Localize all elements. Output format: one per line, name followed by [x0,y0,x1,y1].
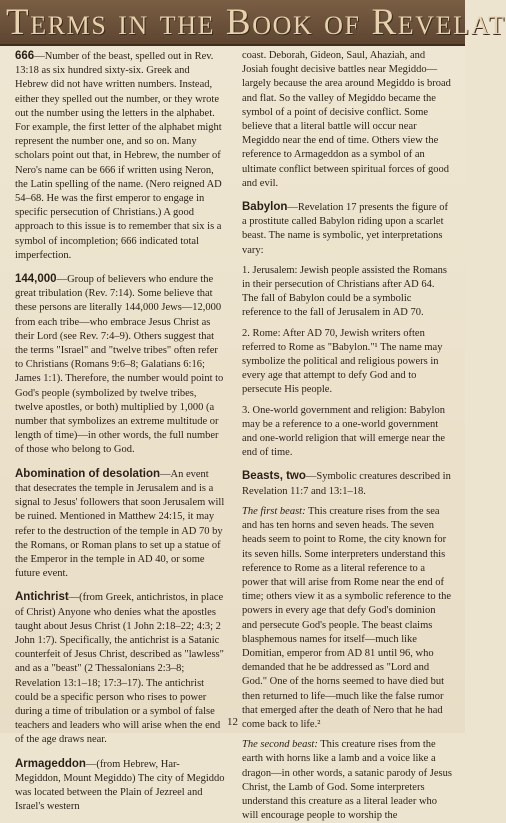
second-beast-paragraph [242,738,452,823]
term-label: Beasts, two [242,470,306,483]
term-definition: —Revelation 17 presents the figure of a prostitute called Babylon riding upon a scarlet beast. The name is symbolic, yet interpretations vary: [242,202,449,256]
entry-armageddon-continued [242,49,452,191]
entry-babylon [242,200,452,460]
entry-666 [15,49,225,263]
babylon-point: 3. One-world government and religion: Babylon may be a reference to a one-world government and one-world religion that will emerge near the end of time. [242,404,446,459]
term-definition: —(from Hebrew, Har-Megiddon, Mount Megiddo) The city of Megiddo was located between the Plain of Jezreel and Israel's western [15,758,225,813]
term-label: Abomination of desolation [15,467,161,480]
text-columns [15,49,452,822]
beasts-definition [242,469,452,498]
page-title: Terms in the Book of Revelat [6,2,506,43]
term-definition: —An event that desecrates the temple in Jerusalem and is a signal to Jesus' followers that soon Jerusalem will be ruined. Mentioned in Matthew 24:15, it may refer to the destruction of the temple in AD 70 by the Romans, or Roman plans to set up a statue of the Emperor in the temple in AD 40, or some future event. [15,468,225,580]
term-label: Armageddon [15,757,86,770]
entry-144000 [15,272,225,458]
page-number: 12 [227,716,238,728]
term-label: 144,000 [15,273,57,286]
header-banner [0,0,506,46]
entry-beasts-two [242,469,452,823]
entry-armageddon [15,757,225,815]
term-definition: —Symbolic creatures described in Revelation 11:7 and 13:1–18. [242,471,451,497]
second-beast-label: The second beast: [242,739,318,751]
first-beast-label: The first beast: [242,505,306,517]
term-definition: —Group of believers who endure the great tribulation (Rev. 7:14). Some believe that these persons are literally 144,000 Jews—12,000 from each tribe—who embrace Jesus Christ as their Lord (see Rev. 7:4–9). Others suggest that the terms "Israel" and "twelve tribes" often refer to Christians (Romans 9:6–8; Galatians 6:16; James 1:1). Therefore, the number would point to God's people (symbolized by twelve tribes, twelve apostles, or both) multiplied by 1,000 (a number that symbolizes an extreme multitude or length of time)—in other words, the full number of those who belong to God. [15,274,224,456]
entry-abomination-of-desolation [15,467,225,582]
babylon-point: 1. Jerusalem: Jewish people assisted the Romans in their persecution of Christians after AD 64. The fall of Babylon could be a symbolic reference to the fall of Jerusalem in AD 70. [242,264,448,319]
term-label: 666 [15,50,35,62]
term-label: Babylon [242,201,288,214]
right-column [242,49,452,822]
term-definition: —Number of the beast, spelled out in Rev. 13:18 as six hundred sixty-six. Greek and Hebrew did not have written numbers. Instead, either they spelled out the number, or they wrote out the number using the letters in the alphabet. For example, the first letter of the alphabet might represent the number one, and so on. Many scholars point out that, in Hebrew, the number of Nero's name can be 666 if written using Neron, the Latin spelling of the name. (Nero reigned AD 54–68. He was the first emperor to engage in specific persecution of Christians.) A good approach to this issue is to remember that six is a symbol of incompletion; 666 indicated total imperfection. [15,51,222,261]
babylon-point: 2. Rome: After AD 70, Jewish writers often referred to Rome as "Babylon."¹ The name may symbolize the political and religious powers in every age that attempt to defy God and to persecute His people. [242,327,443,396]
left-column [15,49,225,813]
second-beast-text: This creature rises from the earth with horns like a lamb and a voice like a dragon—in other words, a satanic parody of Jesus Christ, the Lamb of God. Some interpreters understand this creature as a literal leader who will encourage people to worship the [242,739,452,822]
term-definition: —(from Greek, antichristos, in place of Christ) Anyone who denies what the apostles taught about Jesus Christ (1 John 2:18–22; 4:3; 2 John 1:7). Specifically, the antichrist is a Satanic counterfeit of Jesus Christ, described as "lawless" and as a "beast" (2 Thessalonians 2:3–8; Revelation 13:1–18; 17:3–17). The antichrist could be a specific person who rises to power during a time of tribulation or a symbol of false teachers and leaders who will arise when the end of the age draws near. [15,592,224,746]
first-beast-text: This creature rises from the sea and has ten horns and seven heads. The seven heads seem to point to Rome, the city known for its seven hills. Some interpreters understand this reference to Rome as a literal reference to a power that will arise from Rome near the end of time; others view it as a symbolic reference to the powers in every age that defy God's dominion and persecute God's people. The beast claims blasphemous names for itself—much like Domitian, emperor from AD 81 until 96, who demanded that he be addressed as "Lord and God." One of the horns seemed to have died but then returned to life—much like the false rumor that emerged after the death of Nero that he had come back to life.² [242,505,452,730]
term-definition: coast. Deborah, Gideon, Saul, Ahaziah, and Josiah fought decisive battles near Megiddo—largely because the area around Megiddo is broad and flat. So the valley of Megiddo became the symbol of a point of decisive conflict. Some believe that a literal battle will occur near Megiddo near the end of time. Others view the reference to Armageddon as a symbol of an ultimate conflict between spiritual forces of good and evil. [242,50,451,189]
babylon-definition [242,200,452,258]
first-beast-paragraph [242,505,452,732]
term-label: Antichrist [15,591,69,604]
